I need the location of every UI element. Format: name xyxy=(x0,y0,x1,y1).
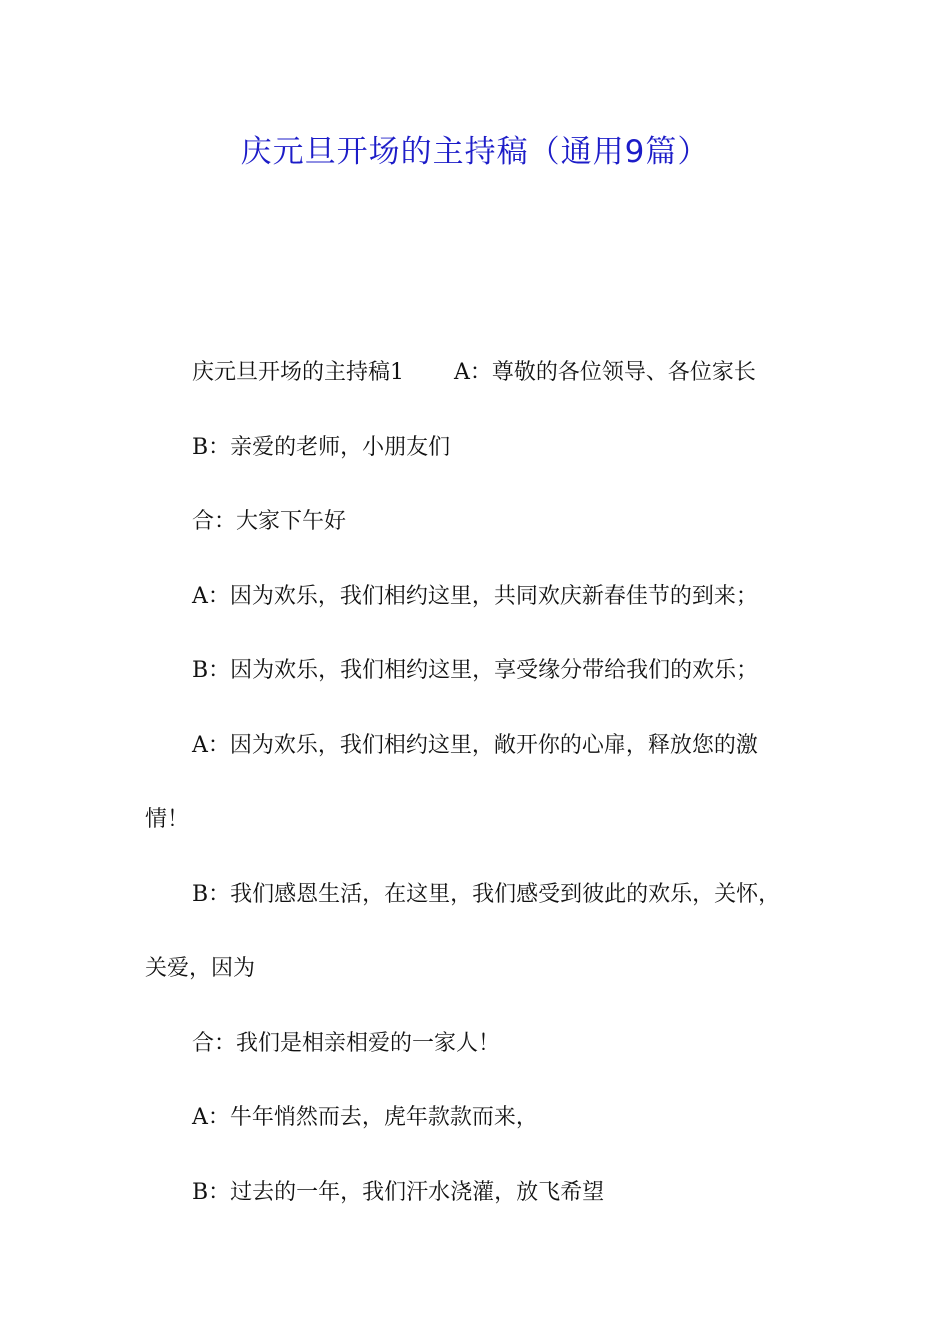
paragraph-9: A：牛年悄然而去，虎年款款而来， xyxy=(192,1105,538,1130)
paragraph-8: 合：我们是相亲相爱的一家人！ xyxy=(192,1030,501,1056)
paragraph-5: B：因为欢乐，我们相约这里，享受缘分带给我们的欢乐； xyxy=(192,658,759,683)
paragraph-text: A：尊敬的各位领导、各位家长 xyxy=(454,360,756,385)
paragraph-7: B：我们感恩生活，在这里，我们感受到彼此的欢乐，关怀， xyxy=(192,881,781,907)
section-heading: 庆元旦开场的主持稿1 xyxy=(192,360,404,385)
paragraph-6: A：因为欢乐，我们相约这里，敞开你的心扉，释放您的激 xyxy=(192,732,758,758)
paragraph-1 xyxy=(145,336,835,411)
document-title: 庆元旦开场的主持稿（通用9篇） xyxy=(240,134,710,170)
paragraph-7-continuation: 关爱，因为 xyxy=(145,956,256,981)
paragraph-4: A：因为欢乐，我们相约这里，共同欢庆新春佳节的到来； xyxy=(192,583,758,609)
paragraph-2: B：亲爱的老师，小朋友们 xyxy=(192,434,451,460)
paragraph-3: 合：大家下午好 xyxy=(192,509,347,534)
document-body xyxy=(145,336,835,1230)
paragraph-6-continuation: 情！ xyxy=(145,807,190,832)
paragraph-10: B：过去的一年，我们汗水浇灌，放飞希望 xyxy=(192,1179,605,1205)
